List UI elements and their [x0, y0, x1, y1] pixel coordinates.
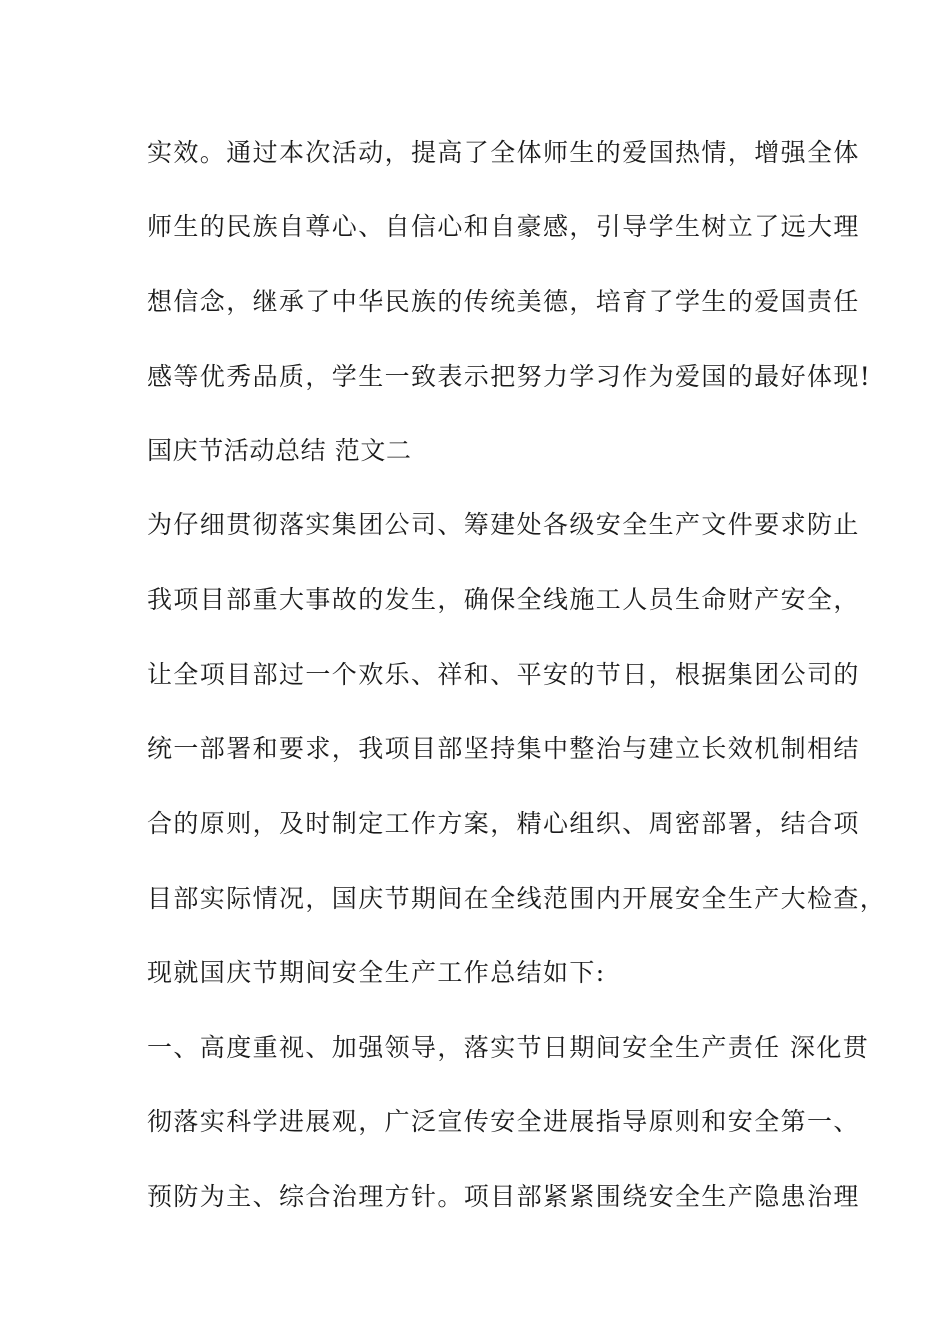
paragraph-line-10: 目部实际情况，国庆节期间在全线范围内开展安全生产大检查， [147, 884, 887, 913]
paragraph-line-9: 合的原则，及时制定工作方案，精心组织、周密部署，结合项 [147, 809, 860, 838]
paragraph-line-4: 感等优秀品质，学生一致表示把努力学习作为爱国的最好体现! [147, 362, 872, 391]
paragraph-line-12: 一、高度重视、加强领导，落实节日期间安全生产责任 深化贯 [147, 1033, 870, 1062]
paragraph-line-8: 统一部署和要求，我项目部坚持集中整治与建立长效机制相结 [147, 734, 860, 763]
paragraph-line-13: 彻落实科学进展观，广泛宣传安全进展指导原则和安全第一、 [147, 1107, 860, 1136]
section-heading: 国庆节活动总结 范文二 [147, 436, 412, 465]
paragraph-line-6: 我项目部重大事故的发生，确保全线施工人员生命财产安全， [147, 585, 860, 614]
paragraph-line-7: 让全项目部过一个欢乐、祥和、平安的节日，根据集团公司的 [147, 660, 860, 689]
paragraph-line-11: 现就国庆节期间安全生产工作总结如下: [147, 958, 606, 987]
paragraph-line-2: 师生的民族自尊心、自信心和自豪感，引导学生树立了远大理 [147, 212, 860, 241]
paragraph-line-1: 实效。通过本次活动，提高了全体师生的爱国热情，增强全体 [147, 138, 860, 167]
paragraph-line-14: 预防为主、综合治理方针。项目部紧紧围绕安全生产隐患治理 [147, 1182, 860, 1211]
paragraph-line-5: 为仔细贯彻落实集团公司、筹建处各级安全生产文件要求防止 [147, 510, 860, 539]
paragraph-line-3: 想信念，继承了中华民族的传统美德，培育了学生的爱国责任 [147, 287, 860, 316]
